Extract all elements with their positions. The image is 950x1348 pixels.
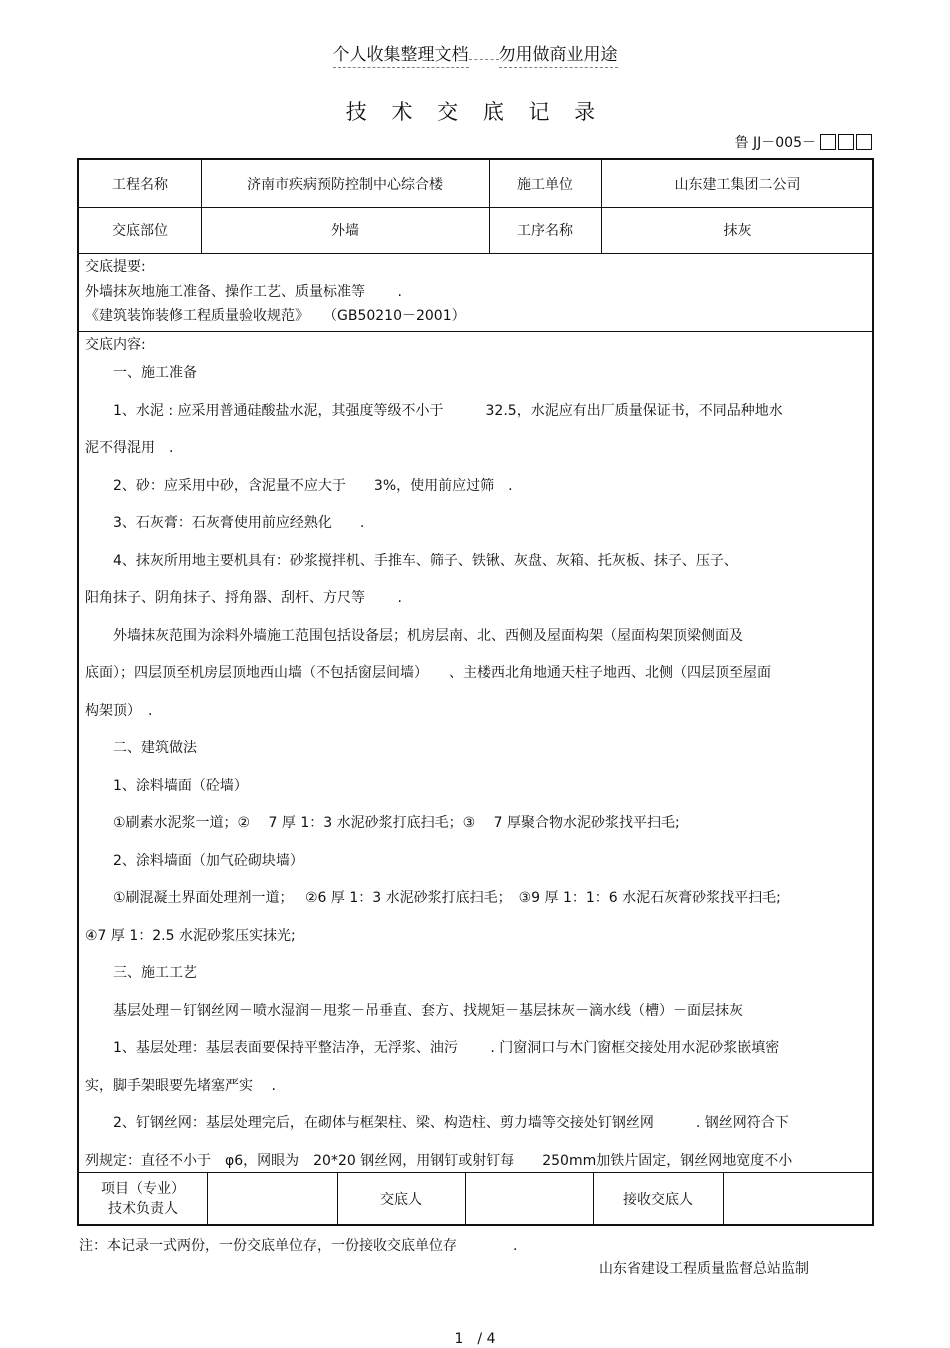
content-line: ④7 厚 1：2.5 水泥砂浆压实抹光; <box>85 927 296 944</box>
content-line: 基层处理－钉钢丝网－喷水湿润－甩浆－吊垂直、套方、找规矩－基层抹灰－滴水线（槽）－面层抹灰 <box>85 1002 743 1019</box>
content-line: 1、涂料墙面（砼墙） <box>85 777 248 794</box>
form-code <box>735 132 872 152</box>
process-label: 工序名称 <box>517 223 573 239</box>
summary-line: 《建筑装饰装修工程质量验收规范》 （GB50210－2001） <box>85 308 466 324</box>
tech-lead-label-line2: 技术负责人 <box>108 1201 178 1217</box>
code-box-3 <box>856 134 872 150</box>
summary-line: 外墙抹灰地施工准备、操作工艺、质量标准等 . <box>85 284 402 300</box>
content-line: 1、水泥 : 应采用普通硅酸盐水泥，其强度等级不小于 32.5，水泥应有出厂质量保证书，不同品种地水 <box>85 402 783 419</box>
content-line: 外墙抹灰范围为涂料外墙施工范围包括设备层；机房层南、北、西侧及屋面构架（屋面构架顶梁侧面及 <box>85 627 743 644</box>
page-number: 1 / 4 <box>454 1331 496 1347</box>
project-name-label: 工程名称 <box>112 176 168 193</box>
record-table <box>77 158 874 1226</box>
content-line: 泥不得混用 . <box>85 440 174 456</box>
code-box-2 <box>838 134 854 150</box>
project-name-value: 济南市疾病预防控制中心综合楼 <box>247 176 443 193</box>
content-line: 2、钉钢丝网：基层处理完后，在砌体与框架柱、梁、构造柱、剪力墙等交接处钉钢丝网 . 钢丝网符合下 <box>85 1115 789 1131</box>
form-code-prefix: 鲁 JJ－005－ <box>734 135 816 151</box>
content-line: 4、抹灰所用地主要机具有：砂浆搅拌机、手推车、筛子、铁锹、灰盘、灰箱、托灰板、抹子、压子、 <box>85 552 738 569</box>
page-title: 技 术 交 底 记 录 <box>345 100 605 124</box>
row-divider <box>79 253 872 254</box>
receiver-signature[interactable] <box>723 1172 874 1226</box>
header-right: 勿用做商业用途 <box>499 45 618 68</box>
supervisor-text: 山东省建设工程质量监督总站监制 <box>599 1261 809 1277</box>
content-line: 2、砂：应采用中砂，含泥量不应大于 3%，使用前应过筛 . <box>85 477 513 494</box>
content-line: 底面）；四层顶至机房层顶地西山墙（不包括窗层间墙） 、主楼西北角地通天柱子地西、北侧（四层顶至屋面 <box>85 665 771 681</box>
summary-label: 交底提要: <box>85 259 146 275</box>
document-header <box>0 40 950 65</box>
process-value: 抹灰 <box>723 223 752 239</box>
content-line: ①刷素水泥浆一道；② 7 厚 1：3 水泥砂浆打底扫毛；③ 7 厚聚合物水泥砂浆找平扫毛; <box>85 815 680 831</box>
contractor-label: 施工单位 <box>517 176 573 193</box>
content-label: 交底内容: <box>85 337 146 353</box>
content-line: 2、涂料墙面（加气砼砌块墙） <box>85 852 304 869</box>
tech-lead-signature[interactable] <box>207 1172 337 1226</box>
content-line: 二、建筑做法 <box>85 740 197 756</box>
content-line: 一、施工准备 <box>85 365 197 381</box>
content-line: 三、施工工艺 <box>85 965 197 981</box>
tech-lead-label <box>79 1172 207 1226</box>
content-line: 构架顶） . <box>85 702 153 719</box>
content-line: 阳角抹子、阴角抹子、捋角器、刮杆、方尺等 . <box>85 590 402 606</box>
content-line: 实，脚手架眼要先堵塞严实 . <box>85 1077 276 1094</box>
location-label: 交底部位 <box>112 223 168 239</box>
receiver-label: 接收交底人 <box>623 1192 693 1208</box>
contractor-value: 山东建工集团二公司 <box>674 176 801 193</box>
footnote: 注：本记录一式两份，一份交底单位存，一份接收交底单位存 . <box>79 1238 518 1254</box>
row-divider <box>79 331 872 332</box>
code-box-1 <box>820 134 836 150</box>
content-line: 1、基层处理：基层表面要保持平整洁净，无浮浆、油污 . 门窗洞口与木门窗框交接处用水泥砂浆嵌填密 <box>85 1040 780 1056</box>
form-code-boxes <box>820 134 872 150</box>
content-line: ①刷混凝土界面处理剂一道； ②6 厚 1：3 水泥砂浆打底扫毛； ③9 厚 1：1：6 水泥石灰膏砂浆找平扫毛; <box>85 890 781 906</box>
tech-lead-label-line1: 项目（专业） <box>101 1181 185 1197</box>
header-left: 个人收集整理文档 <box>333 45 469 68</box>
handover-label: 交底人 <box>380 1192 422 1208</box>
handover-signature[interactable] <box>465 1172 593 1226</box>
location-value: 外墙 <box>331 223 359 239</box>
content-line: 列规定：直径不小于 φ6，网眼为 20*20 钢丝网，用钢钉或射钉每 250mm加铁片固定，钢丝网地宽度不小 <box>85 1152 793 1169</box>
content-line: 3、石灰膏：石灰膏使用前应经熟化 . <box>85 515 365 531</box>
